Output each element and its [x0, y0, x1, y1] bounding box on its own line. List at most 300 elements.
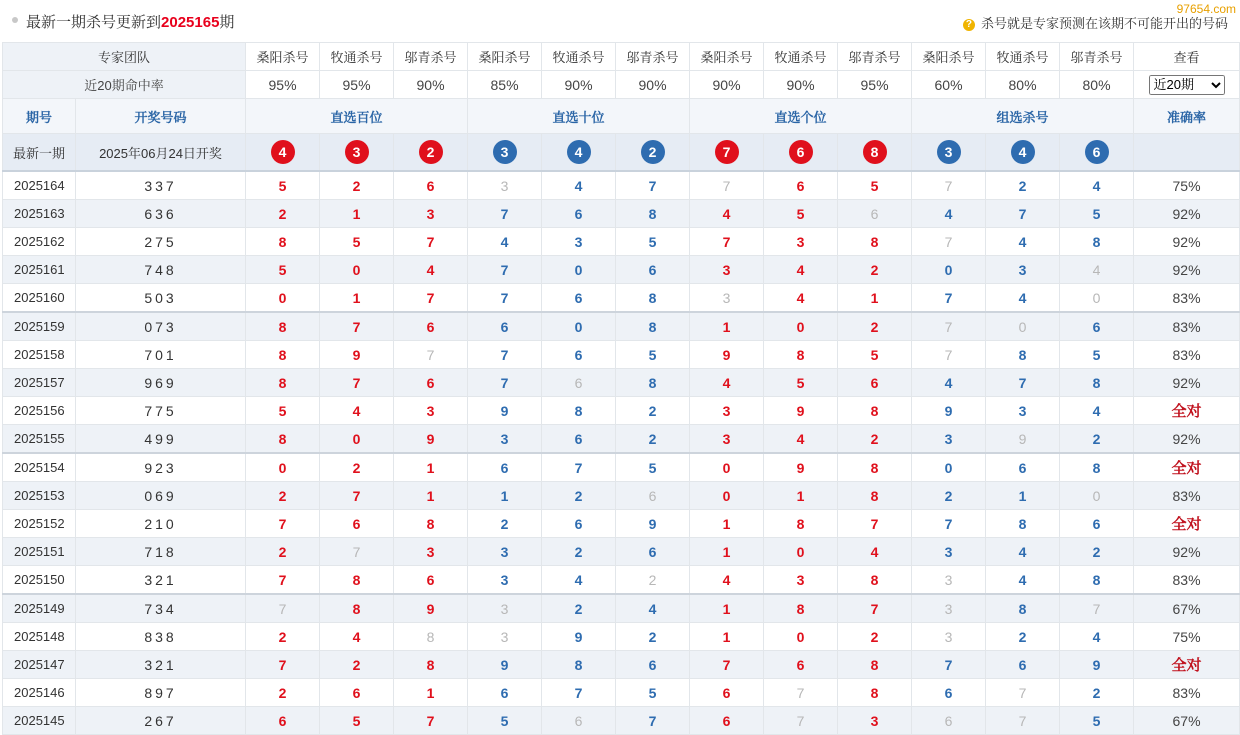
kill-number: 6	[246, 707, 320, 735]
accuracy-value: 83%	[1134, 284, 1240, 313]
kill-number: 8	[986, 510, 1060, 538]
kill-number: 7	[986, 679, 1060, 707]
kill-number: 0	[764, 623, 838, 651]
section-header-row	[3, 99, 1240, 134]
history-row	[3, 651, 1240, 679]
question-icon: ?	[963, 19, 975, 31]
accuracy-value: 83%	[1134, 312, 1240, 341]
kill-number-table	[2, 42, 1240, 735]
kill-number: 4	[690, 369, 764, 397]
kill-number: 7	[320, 482, 394, 510]
kill-number: 7	[912, 651, 986, 679]
draw-number: 923	[76, 453, 246, 482]
accuracy-value: 83%	[1134, 679, 1240, 707]
issue-number: 2025146	[3, 679, 76, 707]
history-row	[3, 566, 1240, 595]
kill-number: 6	[616, 482, 690, 510]
kill-number: 7	[838, 594, 912, 623]
draw-number: 069	[76, 482, 246, 510]
expert-name: 牧通杀号	[986, 43, 1060, 71]
kill-number: 4	[690, 200, 764, 228]
kill-number: 7	[986, 707, 1060, 735]
kill-number: 6	[542, 707, 616, 735]
kill-number: 7	[764, 679, 838, 707]
issue-number: 2025161	[3, 256, 76, 284]
hit-rate-row	[3, 71, 1240, 99]
kill-number: 3	[468, 171, 542, 200]
kill-number: 9	[542, 623, 616, 651]
kill-number: 8	[246, 369, 320, 397]
issue-number: 2025155	[3, 425, 76, 454]
kill-ball: 7	[715, 140, 739, 164]
kill-number: 2	[320, 171, 394, 200]
kill-number: 0	[246, 284, 320, 313]
expert-name: 邬青杀号	[616, 43, 690, 71]
kill-number: 7	[246, 594, 320, 623]
kill-number: 6	[616, 256, 690, 284]
issue-number: 2025157	[3, 369, 76, 397]
kill-number: 4	[1060, 256, 1134, 284]
kill-number: 5	[764, 200, 838, 228]
kill-number: 7	[320, 312, 394, 341]
kill-number: 3	[690, 397, 764, 425]
accuracy-value: 92%	[1134, 425, 1240, 454]
expert-name: 桑阳杀号	[246, 43, 320, 71]
kill-number: 3	[764, 228, 838, 256]
kill-number: 2	[616, 566, 690, 595]
kill-number: 3	[468, 425, 542, 454]
accuracy-value: 92%	[1134, 228, 1240, 256]
kill-number: 3	[690, 284, 764, 313]
period-select-cell	[1134, 71, 1240, 99]
kill-number: 4	[542, 171, 616, 200]
kill-number: 7	[912, 312, 986, 341]
issue-number: 2025147	[3, 651, 76, 679]
accuracy-value: 67%	[1134, 707, 1240, 735]
ball-cell	[690, 134, 764, 172]
history-row	[3, 369, 1240, 397]
draw-number: 321	[76, 566, 246, 595]
kill-number: 8	[246, 312, 320, 341]
kill-number: 8	[616, 312, 690, 341]
kill-number: 2	[246, 482, 320, 510]
hit-rate: 90%	[542, 71, 616, 99]
accuracy-value: 92%	[1134, 369, 1240, 397]
kill-number: 8	[320, 594, 394, 623]
accuracy-value: 75%	[1134, 623, 1240, 651]
kill-number: 2	[246, 679, 320, 707]
kill-number: 5	[246, 171, 320, 200]
latest-label: 最新一期	[3, 134, 76, 172]
expert-name: 桑阳杀号	[690, 43, 764, 71]
kill-number: 7	[838, 510, 912, 538]
kill-number: 4	[542, 566, 616, 595]
kill-number: 6	[394, 171, 468, 200]
kill-number: 8	[838, 566, 912, 595]
draw-number: 734	[76, 594, 246, 623]
group-header-units: 直选个位	[690, 99, 912, 134]
draw-number: 636	[76, 200, 246, 228]
latest-accuracy	[1134, 134, 1240, 172]
kill-number: 2	[542, 594, 616, 623]
kill-number: 7	[246, 566, 320, 595]
kill-number: 7	[912, 341, 986, 369]
kill-number: 8	[616, 284, 690, 313]
kill-number: 1	[394, 482, 468, 510]
kill-number: 6	[542, 369, 616, 397]
page-title	[26, 11, 234, 32]
kill-number: 2	[1060, 679, 1134, 707]
title-prefix: 最新一期杀号更新到	[26, 14, 162, 31]
kill-number: 5	[616, 679, 690, 707]
kill-number: 4	[690, 566, 764, 595]
kill-number: 6	[394, 566, 468, 595]
kill-number: 5	[764, 369, 838, 397]
kill-number: 3	[690, 425, 764, 454]
history-row	[3, 707, 1240, 735]
kill-number: 5	[616, 453, 690, 482]
accuracy-value: 92%	[1134, 200, 1240, 228]
accuracy-value: 全对	[1134, 510, 1240, 538]
accuracy-value: 67%	[1134, 594, 1240, 623]
kill-number: 3	[838, 707, 912, 735]
kill-number: 0	[1060, 482, 1134, 510]
kill-number: 6	[542, 341, 616, 369]
kill-number: 9	[468, 397, 542, 425]
kill-number: 8	[986, 341, 1060, 369]
kill-number: 9	[394, 425, 468, 454]
issue-number: 2025150	[3, 566, 76, 595]
kill-number: 6	[468, 679, 542, 707]
kill-number: 9	[616, 510, 690, 538]
history-row	[3, 482, 1240, 510]
history-row	[3, 341, 1240, 369]
accuracy-column-header: 准确率	[1134, 99, 1240, 134]
watermark: 97654.com	[1176, 2, 1236, 16]
view-label: 查看	[1134, 43, 1240, 71]
group-header-combo: 组选杀号	[912, 99, 1134, 134]
kill-number: 9	[690, 341, 764, 369]
group-header-hundreds: 直选百位	[246, 99, 468, 134]
kill-number: 2	[838, 312, 912, 341]
kill-number: 4	[320, 397, 394, 425]
kill-number: 0	[542, 256, 616, 284]
kill-number: 4	[986, 228, 1060, 256]
kill-number: 9	[764, 453, 838, 482]
ball-cell	[616, 134, 690, 172]
history-row	[3, 594, 1240, 623]
kill-number: 6	[542, 510, 616, 538]
hit-rate: 90%	[690, 71, 764, 99]
kill-number: 6	[764, 171, 838, 200]
accuracy-value: 83%	[1134, 566, 1240, 595]
kill-number: 7	[394, 284, 468, 313]
hit-rate: 60%	[912, 71, 986, 99]
kill-number: 8	[320, 566, 394, 595]
kill-number: 3	[542, 228, 616, 256]
kill-number: 0	[320, 256, 394, 284]
draw-number: 073	[76, 312, 246, 341]
kill-number: 6	[838, 369, 912, 397]
kill-number: 5	[1060, 707, 1134, 735]
kill-number: 4	[912, 369, 986, 397]
experts-row	[3, 43, 1240, 71]
kill-number: 4	[838, 538, 912, 566]
kill-number: 5	[320, 228, 394, 256]
kill-number: 4	[764, 425, 838, 454]
top-bar	[0, 0, 1240, 42]
history-row	[3, 510, 1240, 538]
issue-number: 2025162	[3, 228, 76, 256]
accuracy-value: 全对	[1134, 453, 1240, 482]
kill-number: 1	[690, 594, 764, 623]
kill-number: 6	[542, 284, 616, 313]
issue-number: 2025148	[3, 623, 76, 651]
kill-number: 8	[838, 453, 912, 482]
kill-number: 4	[468, 228, 542, 256]
kill-number: 1	[394, 453, 468, 482]
issue-number: 2025153	[3, 482, 76, 510]
draw-number: 275	[76, 228, 246, 256]
kill-number: 9	[764, 397, 838, 425]
kill-number: 3	[468, 623, 542, 651]
kill-number: 8	[764, 341, 838, 369]
kill-number: 6	[320, 510, 394, 538]
kill-number: 4	[912, 200, 986, 228]
kill-number: 5	[616, 341, 690, 369]
kill-number: 3	[394, 200, 468, 228]
accuracy-value: 75%	[1134, 171, 1240, 200]
draw-number: 718	[76, 538, 246, 566]
expert-name: 牧通杀号	[542, 43, 616, 71]
period-select[interactable]	[1149, 75, 1225, 95]
kill-number: 3	[912, 623, 986, 651]
kill-number: 2	[1060, 425, 1134, 454]
kill-number: 2	[246, 200, 320, 228]
kill-number: 7	[912, 510, 986, 538]
draw-number: 321	[76, 651, 246, 679]
kill-number: 0	[912, 453, 986, 482]
expert-name: 牧通杀号	[764, 43, 838, 71]
kill-number: 7	[616, 707, 690, 735]
kill-number: 7	[690, 651, 764, 679]
kill-number: 5	[246, 256, 320, 284]
kill-number: 7	[690, 171, 764, 200]
issue-column-header: 期号	[3, 99, 76, 134]
accuracy-value: 全对	[1134, 651, 1240, 679]
ball-cell	[838, 134, 912, 172]
kill-number: 8	[1060, 228, 1134, 256]
ball-cell	[542, 134, 616, 172]
kill-number: 8	[764, 510, 838, 538]
kill-number: 3	[912, 425, 986, 454]
draw-number: 897	[76, 679, 246, 707]
issue-number: 2025154	[3, 453, 76, 482]
history-row	[3, 256, 1240, 284]
issue-number: 2025156	[3, 397, 76, 425]
kill-number: 8	[838, 679, 912, 707]
kill-number: 3	[912, 566, 986, 595]
kill-number: 6	[468, 453, 542, 482]
kill-number: 7	[986, 369, 1060, 397]
latest-row	[3, 134, 1240, 172]
kill-number: 0	[986, 312, 1060, 341]
expert-name: 牧通杀号	[320, 43, 394, 71]
draw-number: 499	[76, 425, 246, 454]
kill-number: 5	[838, 171, 912, 200]
kill-number: 1	[320, 200, 394, 228]
kill-number: 2	[246, 538, 320, 566]
kill-number: 0	[246, 453, 320, 482]
kill-ball: 3	[937, 140, 961, 164]
kill-number: 9	[394, 594, 468, 623]
issue-number: 2025145	[3, 707, 76, 735]
kill-number: 4	[320, 623, 394, 651]
draw-number: 267	[76, 707, 246, 735]
hit-rate: 95%	[246, 71, 320, 99]
ball-cell	[394, 134, 468, 172]
expert-name: 桑阳杀号	[912, 43, 986, 71]
kill-number: 2	[912, 482, 986, 510]
kill-ball: 3	[493, 140, 517, 164]
kill-number: 5	[320, 707, 394, 735]
expert-name: 桑阳杀号	[468, 43, 542, 71]
kill-number: 2	[542, 482, 616, 510]
kill-number: 8	[838, 482, 912, 510]
issue-number: 2025152	[3, 510, 76, 538]
kill-number: 8	[542, 397, 616, 425]
group-header-tens: 直选十位	[468, 99, 690, 134]
kill-number: 3	[764, 566, 838, 595]
kill-number: 8	[394, 510, 468, 538]
hit-rate: 80%	[1060, 71, 1134, 99]
kill-number: 6	[764, 651, 838, 679]
kill-number: 8	[1060, 566, 1134, 595]
kill-ball: 8	[863, 140, 887, 164]
issue-number: 2025164	[3, 171, 76, 200]
kill-number: 7	[468, 284, 542, 313]
history-row	[3, 171, 1240, 200]
kill-number: 8	[246, 425, 320, 454]
kill-ball: 2	[419, 140, 443, 164]
hit-rate: 90%	[394, 71, 468, 99]
kill-number: 5	[1060, 200, 1134, 228]
kill-number: 6	[542, 425, 616, 454]
draw-number: 969	[76, 369, 246, 397]
kill-number: 3	[468, 538, 542, 566]
kill-number: 5	[468, 707, 542, 735]
kill-number: 0	[542, 312, 616, 341]
kill-ball: 4	[271, 140, 295, 164]
kill-number: 5	[1060, 341, 1134, 369]
kill-ball: 6	[789, 140, 813, 164]
accuracy-value: 83%	[1134, 341, 1240, 369]
expert-name: 邬青杀号	[838, 43, 912, 71]
kill-number: 7	[320, 538, 394, 566]
kill-number: 4	[1060, 623, 1134, 651]
history-row	[3, 453, 1240, 482]
kill-number: 2	[838, 425, 912, 454]
kill-number: 6	[394, 312, 468, 341]
kill-number: 9	[468, 651, 542, 679]
accuracy-value: 全对	[1134, 397, 1240, 425]
hit-rate: 80%	[986, 71, 1060, 99]
kill-number: 1	[690, 312, 764, 341]
kill-number: 6	[1060, 510, 1134, 538]
kill-number: 7	[394, 341, 468, 369]
kill-number: 3	[690, 256, 764, 284]
kill-number: 7	[468, 200, 542, 228]
kill-number: 0	[1060, 284, 1134, 313]
draw-number: 503	[76, 284, 246, 313]
ball-cell	[246, 134, 320, 172]
kill-number: 8	[838, 228, 912, 256]
kill-number: 6	[912, 679, 986, 707]
kill-number: 4	[986, 566, 1060, 595]
kill-number: 5	[616, 228, 690, 256]
ball-cell	[468, 134, 542, 172]
kill-number: 2	[320, 453, 394, 482]
kill-number: 4	[394, 256, 468, 284]
kill-number: 7	[246, 510, 320, 538]
kill-number: 3	[912, 594, 986, 623]
kill-number: 4	[764, 284, 838, 313]
kill-number: 2	[246, 623, 320, 651]
kill-number: 3	[394, 397, 468, 425]
history-row	[3, 538, 1240, 566]
kill-number: 6	[616, 538, 690, 566]
draw-number: 337	[76, 171, 246, 200]
kill-number: 2	[838, 623, 912, 651]
kill-number: 3	[986, 256, 1060, 284]
kill-number: 1	[690, 538, 764, 566]
history-row	[3, 397, 1240, 425]
kill-number: 8	[616, 200, 690, 228]
kill-number: 8	[1060, 453, 1134, 482]
kill-number: 2	[616, 623, 690, 651]
draw-number: 210	[76, 510, 246, 538]
kill-number: 7	[690, 228, 764, 256]
kill-number: 8	[838, 397, 912, 425]
kill-number: 1	[690, 623, 764, 651]
draw-number: 748	[76, 256, 246, 284]
kill-number: 8	[764, 594, 838, 623]
issue-number: 2025149	[3, 594, 76, 623]
kill-number: 2	[986, 171, 1060, 200]
kill-number: 1	[320, 284, 394, 313]
kill-number: 2	[986, 623, 1060, 651]
kill-number: 8	[986, 594, 1060, 623]
kill-number: 8	[246, 341, 320, 369]
kill-number: 7	[912, 171, 986, 200]
issue-number: 2025163	[3, 200, 76, 228]
expert-name: 邬青杀号	[394, 43, 468, 71]
kill-number: 6	[320, 679, 394, 707]
kill-number: 5	[246, 397, 320, 425]
kill-number: 9	[1060, 651, 1134, 679]
kill-number: 1	[986, 482, 1060, 510]
kill-ball: 4	[567, 140, 591, 164]
kill-number: 0	[690, 482, 764, 510]
kill-number: 7	[394, 707, 468, 735]
hit-rate: 90%	[616, 71, 690, 99]
expert-name: 邬青杀号	[1060, 43, 1134, 71]
history-row	[3, 623, 1240, 651]
issue-number: 2025158	[3, 341, 76, 369]
kill-ball: 2	[641, 140, 665, 164]
kill-number: 8	[394, 651, 468, 679]
kill-number: 6	[1060, 312, 1134, 341]
